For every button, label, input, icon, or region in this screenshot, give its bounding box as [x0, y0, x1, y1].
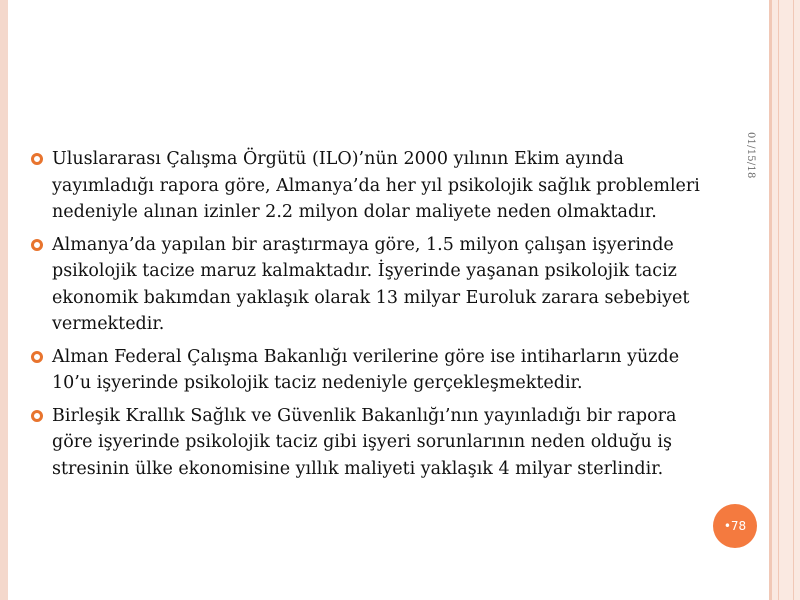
bullet-item — [30, 232, 720, 338]
slide-content — [30, 146, 720, 488]
bullet-icon — [31, 410, 43, 422]
right-decorative-band — [772, 0, 800, 600]
bullet-item — [30, 403, 720, 483]
bullet-icon — [31, 351, 43, 363]
bullet-item — [30, 344, 720, 397]
bullet-item — [30, 146, 720, 226]
right-decorative-line — [769, 0, 772, 600]
slide-number-badge: •78 — [713, 504, 757, 548]
bullet-icon — [31, 239, 43, 251]
bullet-text: Birleşik Krallık Sağlık ve Güvenlik Bakanlığı’nın yayınladığı bir rapora göre işyerinde psikolojik taciz gibi işyeri sorunlarının neden olduğu iş stresinin ülke ekonomisine yıllık maliyeti yaklaşık 4 milyar sterlindir. — [52, 405, 677, 479]
bullet-text: Alman Federal Çalışma Bakanlığı verilerine göre ise intiharların yüzde 10’u işyerinde psikolojik taciz nedeniyle gerçekleşmektedir. — [52, 346, 680, 393]
bullet-text: Almanya’da yapılan bir araştırmaya göre, 1.5 milyon çalışan işyerinde psikolojik tacize maruz kalmaktadır. İşyerinde yaşanan psikolojik taciz ekonomik bakımdan yaklaşık olarak 13 milyar Euroluk zarara sebebiyet vermektedir. — [52, 234, 690, 334]
right-decorative-line — [778, 0, 779, 600]
right-decorative-line — [793, 0, 794, 600]
bullet-icon — [31, 153, 43, 165]
slide-date: 01/15/18 — [745, 132, 756, 179]
left-decorative-bar — [0, 0, 8, 600]
bullet-list — [30, 146, 720, 482]
bullet-text: Uluslararası Çalışma Örgütü (ILO)’nün 2000 yılının Ekim ayında yayımladığı rapora göre, Almanya’da her yıl psikolojik sağlık problemleri nedeniyle alınan izinler 2.2 milyon dolar maliyete neden olmaktadır. — [52, 149, 700, 222]
